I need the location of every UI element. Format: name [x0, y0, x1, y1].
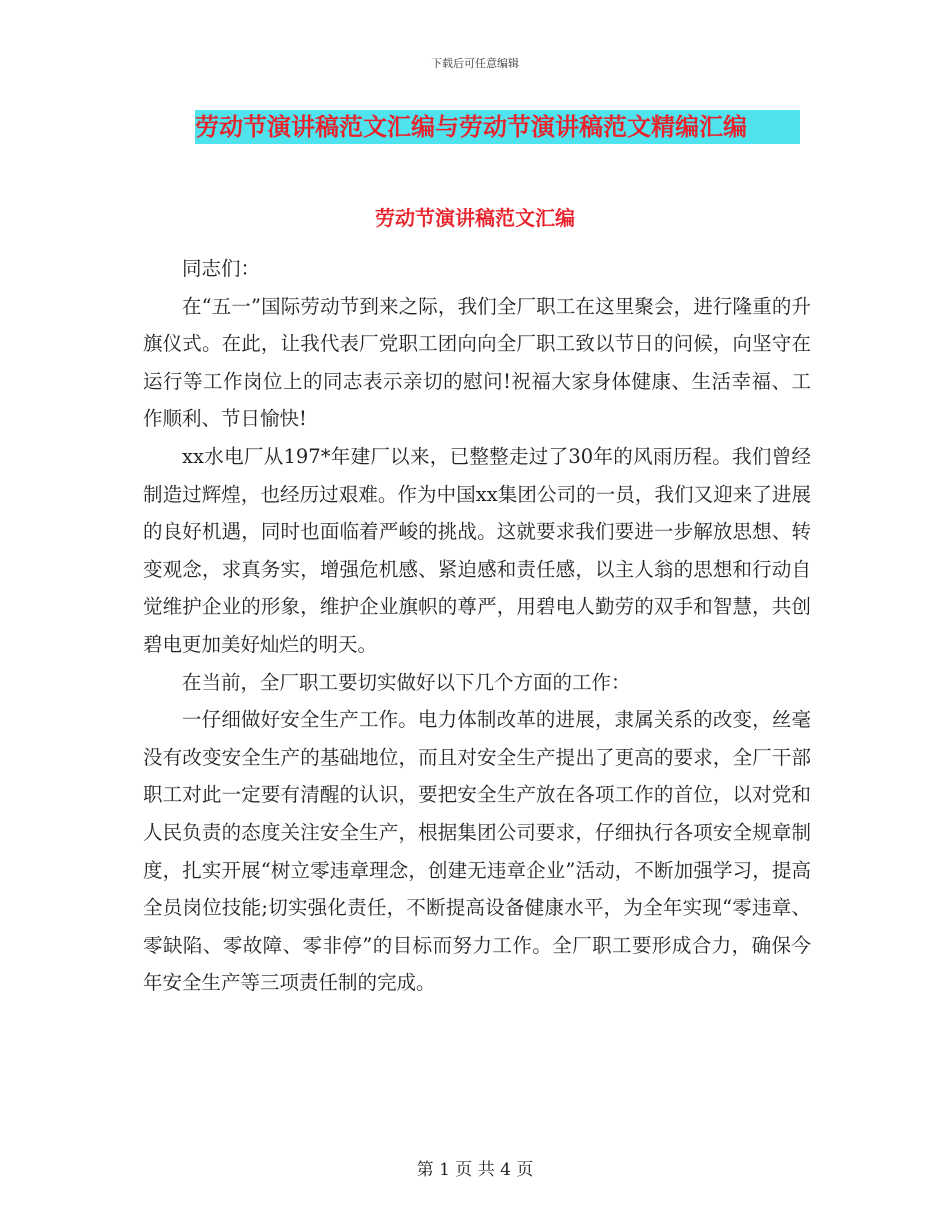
paragraph-history: xx水电厂从197*年建厂以来，已整整走过了30年的风雨历程。我们曾经制造过辉煌，也经历过艰难。作为中国xx集团公司的一员，我们又迎来了进展的良好机遇，同时也面临着严峻的挑战。这就要求我们要进一步解放思想、转变观念，求真务实，增强危机感、紧迫感和责任感，以主人翁的思想和行动自觉维护企业的形象，维护企业旗帜的尊严，用碧电人勤劳的双手和智慧，共创碧电更加美好灿烂的明天。: [143, 444, 811, 656]
document-body: [143, 250, 811, 1002]
paragraph-tasks-intro: 在当前，全厂职工要切实做好以下几个方面的工作：: [182, 670, 631, 694]
document-main-title: 劳动节演讲稿范文汇编与劳动节演讲稿范文精编汇编: [195, 110, 800, 144]
page-footer: 第 1 页 共 4 页: [416, 1160, 534, 1180]
paragraph-greeting: 同志们：: [182, 257, 261, 280]
document-sub-title: 劳动节演讲稿范文汇编: [375, 206, 575, 230]
paragraph-safety: 一仔细做好安全生产工作。电力体制改革的进展，隶属关系的改变，丝毫没有改变安全生产的基础地位，而且对安全生产提出了更高的要求，全厂干部职工对此一定要有清醒的认识，要把安全生产放在各项工作的首位，以对党和人民负责的态度关注安全生产，根据集团公司要求，仔细执行各项安全规章制度，扎实开展“树立零违章理念，创建无违章企业”活动，不断加强学习，提高全员岗位技能;切实强化责任，不断提高设备健康水平，为全年实现“零违章、零缺陷、零故障、零非停”的目标而努力工作。全厂职工要形成合力，确保今年安全生产等三项责任制的完成。: [143, 708, 811, 995]
header-note: 下载后可任意编辑: [431, 57, 519, 70]
paragraph-opening: 在“五一”国际劳动节到来之际，我们全厂职工在这里聚会，进行隆重的升旗仪式。在此，让我代表厂党职工团向向全厂职工致以节日的问候，向坚守在运行等工作岗位上的同志表示亲切的慰问!祝福大家身体健康、生活幸福、工作顺利、节日愉快!: [143, 294, 811, 431]
